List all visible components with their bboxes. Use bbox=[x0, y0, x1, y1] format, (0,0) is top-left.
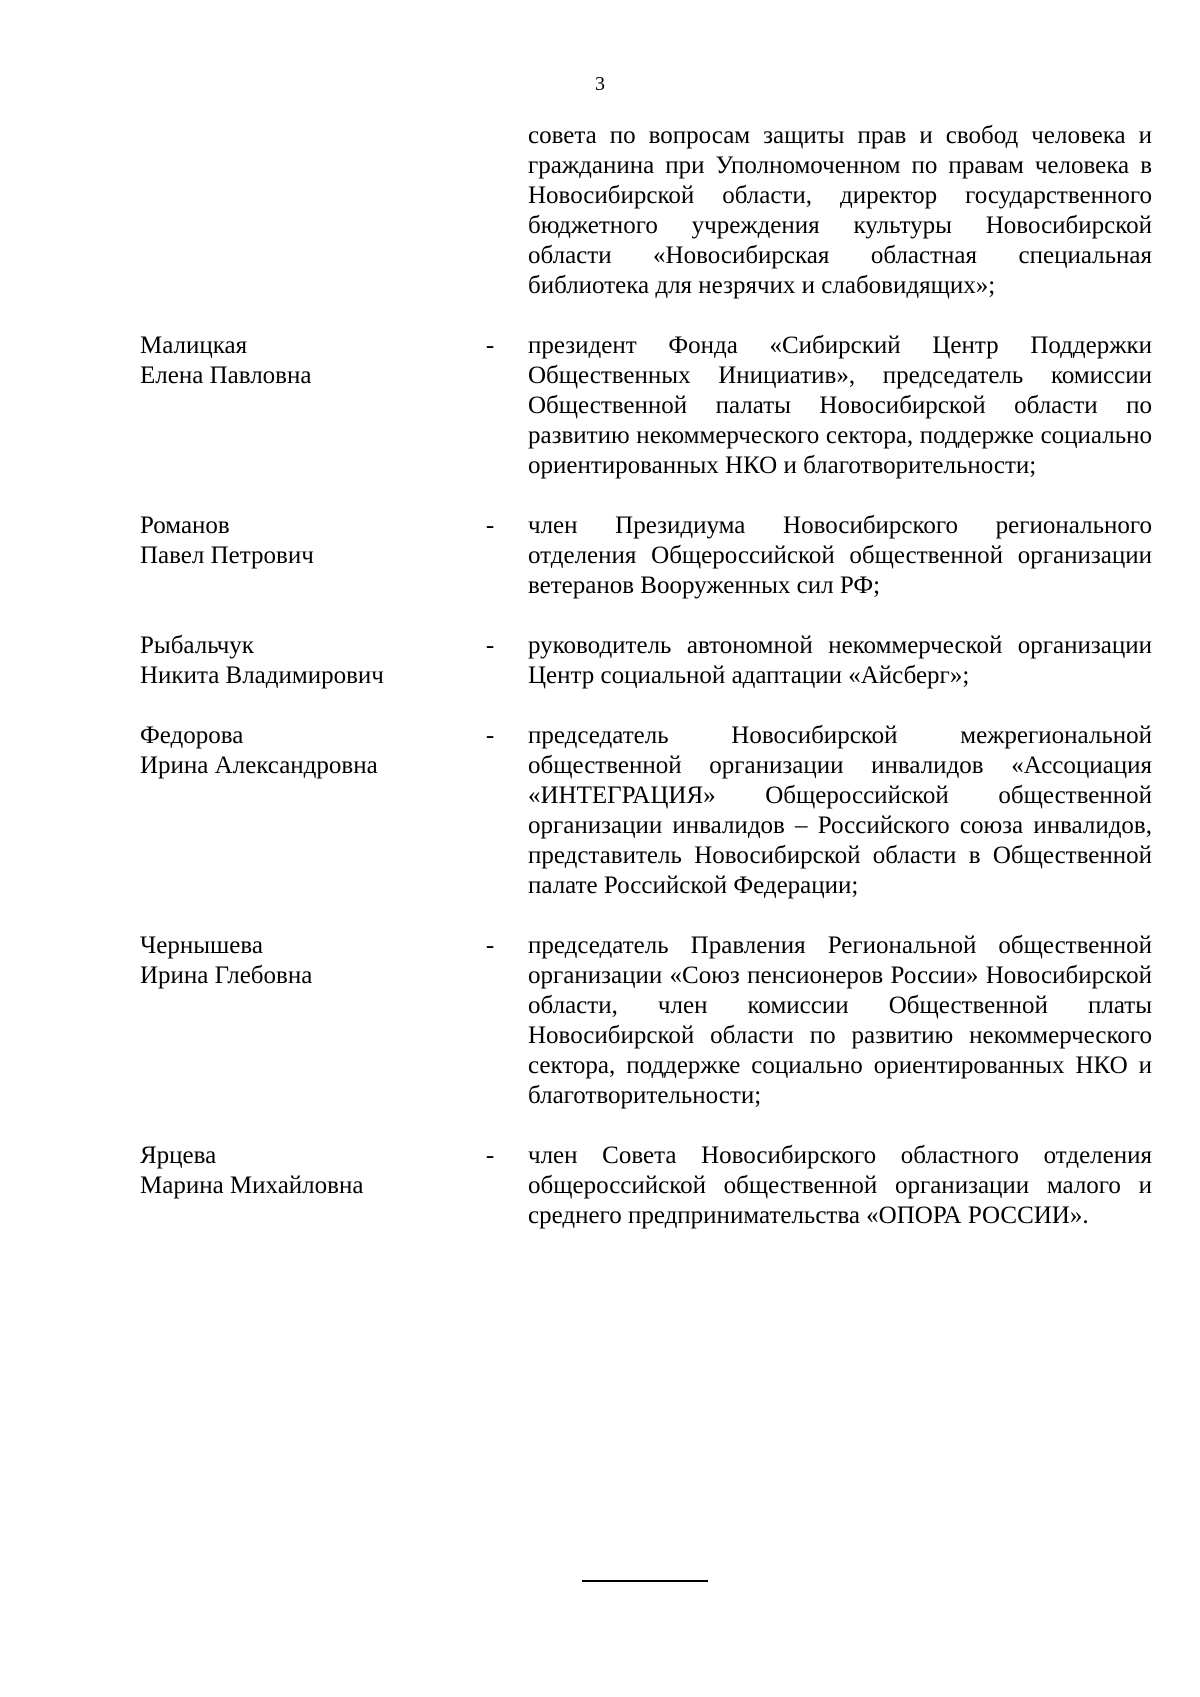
member-dash: - bbox=[485, 332, 495, 359]
member-entry bbox=[0, 721, 1200, 901]
member-entry bbox=[0, 1141, 1200, 1231]
member-name bbox=[140, 511, 460, 571]
member-name bbox=[140, 721, 460, 781]
member-surname: Чернышева bbox=[140, 932, 263, 959]
member-given-name: Ирина Глебовна bbox=[140, 962, 313, 989]
page-number: 3 bbox=[595, 73, 605, 95]
member-name bbox=[140, 1141, 460, 1201]
member-given-name: Елена Павловна bbox=[140, 362, 312, 389]
member-name bbox=[140, 931, 460, 991]
continuation-entry bbox=[0, 121, 1200, 301]
member-list bbox=[0, 121, 1200, 1261]
member-name bbox=[140, 631, 460, 691]
member-dash: - bbox=[485, 722, 495, 749]
member-dash: - bbox=[485, 632, 495, 659]
member-surname: Романов bbox=[140, 512, 230, 539]
member-description: член Президиума Новосибирского регионального отделения Общероссийской общественной организации ветеранов Вооруженных сил РФ; bbox=[528, 512, 1152, 599]
member-given-name: Никита Владимирович bbox=[140, 662, 384, 689]
member-given-name: Ирина Александровна bbox=[140, 752, 378, 779]
member-name bbox=[140, 331, 460, 391]
member-entry bbox=[0, 511, 1200, 601]
member-surname: Федорова bbox=[140, 722, 244, 749]
member-description: член Совета Новосибирского областного отделения общероссийской общественной организации малого и среднего предпринимательства «ОПОРА РОССИИ». bbox=[528, 1142, 1152, 1229]
member-dash: - bbox=[485, 1142, 495, 1169]
member-entry bbox=[0, 631, 1200, 691]
member-description: руководитель автономной некоммерческой организации Центр социальной адаптации «Айсберг»; bbox=[528, 632, 1152, 689]
member-description: председатель Новосибирской межрегиональной общественной организации инвалидов «Ассоциация «ИНТЕГРАЦИЯ» Общероссийской общественной организации инвалидов – Российского союза инвалидов, представитель Новосибирской области в Общественной палате Российской Федерации; bbox=[528, 722, 1152, 899]
member-description: председатель Правления Региональной общественной организации «Союз пенсионеров России» Новосибирской области, член комиссии Общественной платы Новосибирской области по развитию некоммерческого сектора, поддержке социально ориентированных НКО и благотворительности; bbox=[528, 932, 1152, 1109]
member-dash: - bbox=[485, 932, 495, 959]
member-surname: Рыбальчук bbox=[140, 632, 254, 659]
member-given-name: Марина Михайловна bbox=[140, 1172, 364, 1199]
end-of-list-rule bbox=[582, 1580, 708, 1582]
member-entry bbox=[0, 931, 1200, 1111]
continuation-description: совета по вопросам защиты прав и свобод человека и гражданина при Уполномоченном по правам человека в Новосибирской области, директор государственного бюджетного учреждения культуры Новосибирской области «Новосибирская областная специальная библиотека для незрячих и слабовидящих»; bbox=[528, 122, 1152, 299]
member-surname: Ярцева bbox=[140, 1142, 217, 1169]
member-description: президент Фонда «Сибирский Центр Поддержки Общественных Инициатив», председатель комиссии Общественной палаты Новосибирской области по развитию некоммерческого сектора, поддержке социально ориентированных НКО и благотворительности; bbox=[528, 332, 1152, 479]
member-dash: - bbox=[485, 512, 495, 539]
member-surname: Малицкая bbox=[140, 332, 248, 359]
member-entry bbox=[0, 331, 1200, 481]
member-given-name: Павел Петрович bbox=[140, 542, 314, 569]
